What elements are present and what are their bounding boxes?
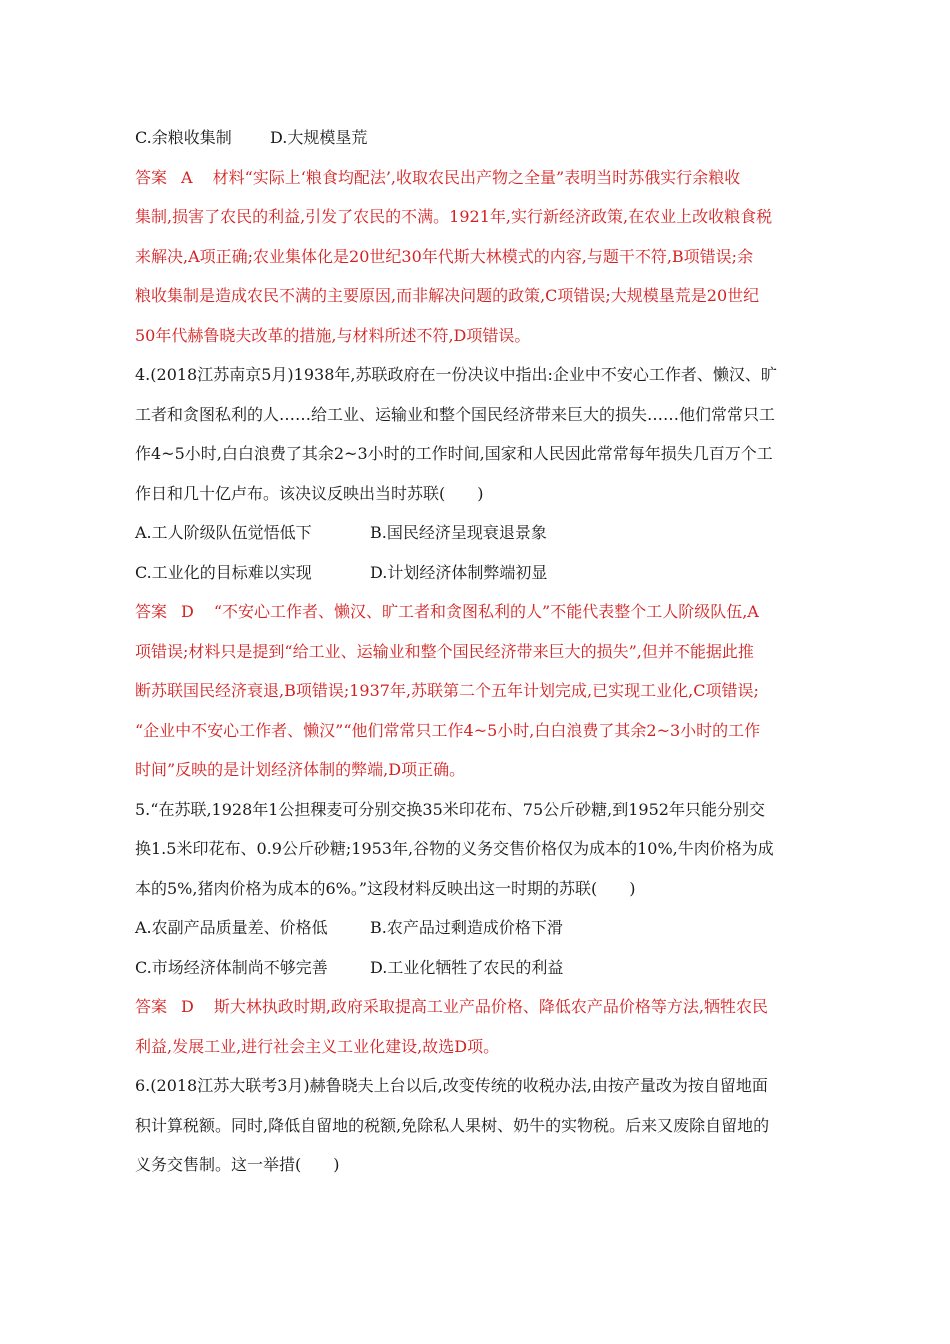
q5-stem-1: 5.“在苏联,1928年1公担稞麦可分别交换35米印花布、75公斤砂糖,到1952年只能分别交 — [135, 799, 765, 819]
q4-stem-1: 4.(2018江苏南京5月)1938年,苏联政府在一份决议中指出:企业中不安心工作者、懒汉、旷 — [135, 365, 777, 384]
q3-explanation-4: 粮收集制是造成农民不满的主要原因,而非解决问题的政策,C项错误;大规模垦荒是20世纪 — [135, 286, 760, 305]
q4-options-ab — [135, 513, 815, 553]
q4-explanation-4: “企业中不安心工作者、懒汉”“他们常常只工作4~5小时,白白浪费了其余2~3小时的工作 — [135, 720, 761, 740]
q5-answer-line-1 — [135, 987, 815, 1027]
q4-stem-2: 工者和贪图私利的人……给工业、运输业和整个国民经济带来巨大的损失……他们常常只工 — [135, 404, 776, 424]
q4-stem-3: 作4~5小时,白白浪费了其余2~3小时的工作时间,国家和人民因此常常每年损失几百万个工 — [135, 444, 773, 463]
q4-explanation-2: 项错误;材料只是提到“给工业、运输业和整个国民经济带来巨大的损失”,但并不能据此推 — [135, 641, 754, 661]
q4-option-c: C.工业化的目标难以实现 — [135, 562, 312, 582]
q3-explanation-5: 50年代赫鲁晓夫改革的措施,与材料所述不符,D项错误。 — [135, 325, 531, 345]
q5-option-a: A.农副产品质量差、价格低 — [135, 918, 328, 937]
q3-explanation-2: 集制,损害了农民的利益,引发了农民的不满。1921年,实行新经济政策,在农业上改收粮食税 — [135, 207, 773, 226]
q4-explanation-1: “不安心工作者、懒汉、旷工者和贪图私利的人”不能代表整个工人阶级队伍,A — [213, 602, 759, 621]
q6-stem-1: 6.(2018江苏大联考3月)赫鲁晓夫上台以后,改变传统的收税办法,由按产量改为按自留地面 — [135, 1076, 768, 1095]
q5-explanation-2: 利益,发展工业,进行社会主义工业化建设,故选D项。 — [135, 1036, 500, 1056]
q3-answer-line-1 — [135, 158, 815, 198]
q5-option-c: C.市场经济体制尚不够完善 — [135, 957, 328, 977]
q4-explanation-5: 时间”反映的是计划经济体制的弊端,D项正确。 — [135, 760, 466, 779]
q4-stem-4: 作日和几十亿卢布。该决议反映出当时苏联( ) — [135, 483, 484, 503]
q3-answer-label: 答案 — [135, 167, 168, 187]
q4-options-cd — [135, 553, 815, 593]
q5-explanation-1: 斯大林执政时期,政府采取提高工业产品价格、降低农产品价格等方法,牺牲农民 — [213, 997, 769, 1016]
q5-option-b: B.农产品过剩造成价格下滑 — [370, 918, 563, 937]
q4-answer-key: D — [181, 602, 194, 621]
q5-option-d: D.工业化牺牲了农民的利益 — [370, 957, 564, 977]
q3-option-c: C.余粮收集制 — [135, 128, 232, 147]
q4-explanation-3: 断苏联国民经济衰退,B项错误;1937年,苏联第二个五年计划完成,已实现工业化,C项错误; — [135, 681, 759, 700]
q3-option-d: D.大规模垦荒 — [270, 128, 368, 147]
q4-option-b: B.国民经济呈现衰退景象 — [370, 523, 547, 542]
q5-options-ab — [135, 908, 815, 948]
q3-answer-key: A — [181, 167, 193, 187]
q4-answer-line-1 — [135, 592, 815, 632]
q3-explanation-3: 来解决,A项正确;农业集体化是20世纪30年代斯大林模式的内容,与题干不符,B项错误;余 — [135, 246, 754, 266]
q5-stem-2: 换1.5米印花布、0.9公斤砂糖;1953年,谷物的义务交售价格仅为成本的10%,牛肉价格为成 — [135, 839, 774, 858]
q4-option-d: D.计划经济体制弊端初显 — [370, 562, 548, 582]
q6-stem-2: 积计算税额。同时,降低自留地的税额,免除私人果树、奶牛的实物税。后来又废除自留地的 — [135, 1115, 770, 1135]
q5-stem-3: 本的5%,猪肉价格为成本的6%。”这段材料反映出这一时期的苏联( ) — [135, 878, 636, 898]
q4-option-a: A.工人阶级队伍觉悟低下 — [135, 523, 312, 542]
q4-answer-label: 答案 — [135, 602, 168, 621]
q5-answer-key: D — [181, 997, 194, 1016]
q3-options-cd — [135, 118, 815, 158]
q5-answer-label: 答案 — [135, 997, 168, 1016]
document-content — [135, 118, 815, 1185]
q3-explanation-1: 材料“实际上‘粮食均配法’,收取农民出产物之全量”表明当时苏俄实行余粮收 — [212, 167, 741, 187]
q6-stem-3: 义务交售制。这一举措( ) — [135, 1155, 340, 1174]
q5-options-cd — [135, 948, 815, 988]
